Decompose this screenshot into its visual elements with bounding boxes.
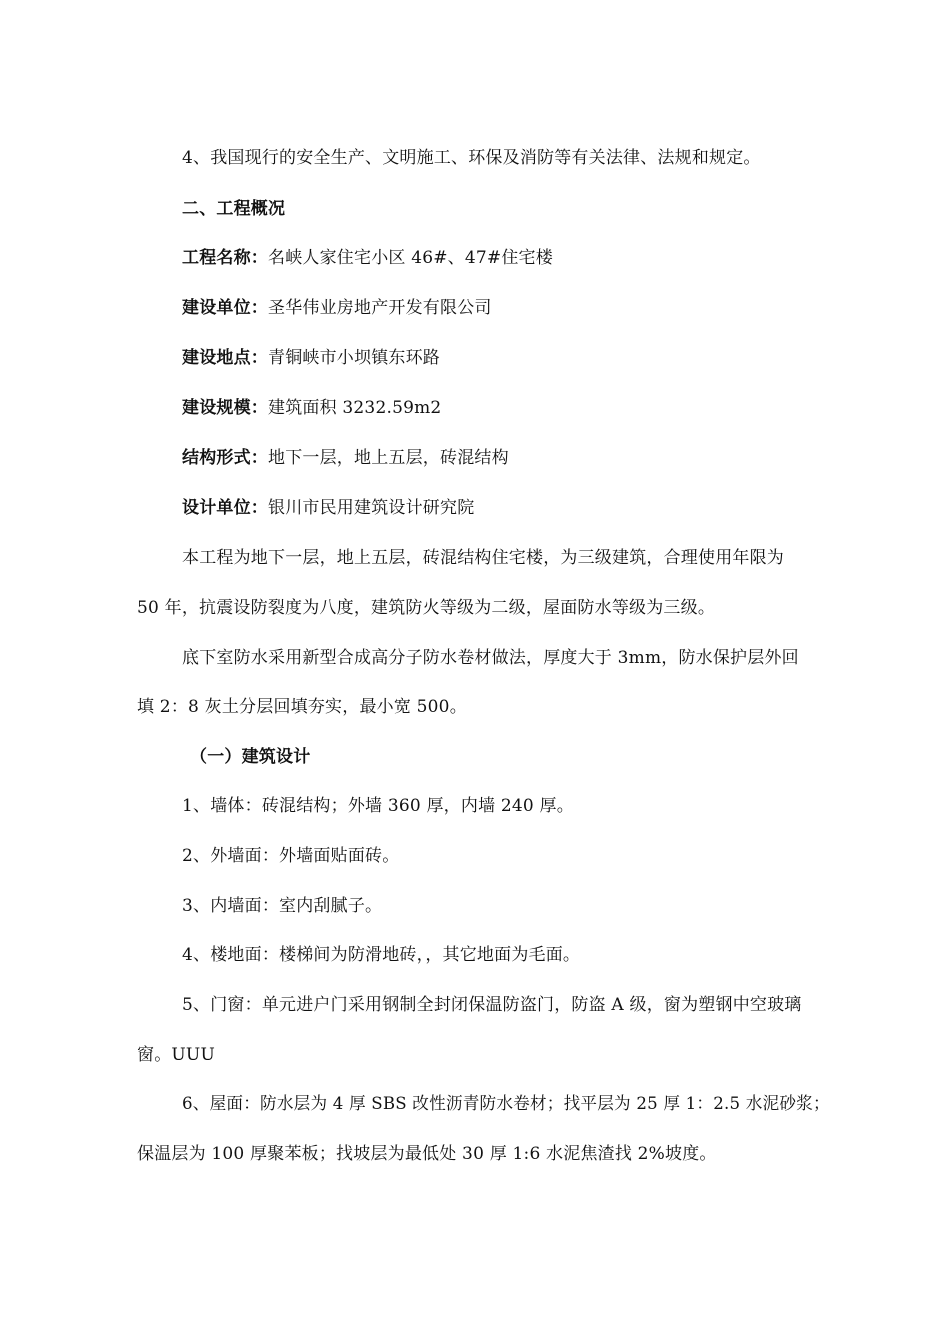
- field-value: 圣华伟业房地产开发有限公司: [268, 298, 492, 318]
- item-6-line2: 保温层为 100 厚聚苯板；找坡层为最低处 30 厚 1:6 水泥焦渣找 2%坡度。: [137, 1144, 717, 1164]
- field-structure: [182, 446, 509, 470]
- subsection-title: （一）建筑设计: [190, 747, 311, 767]
- list-item: 3、内墙面：室内刮腻子。: [182, 896, 383, 916]
- field-value: 青铜峡市小坝镇东环路: [268, 348, 440, 368]
- field-developer: [182, 296, 492, 320]
- item-6-line1: 6、屋面：防水层为 4 厚 SBS 改性沥青防水卷材；找平层为 25 厚 1：2.5 水泥砂浆；: [182, 1094, 830, 1114]
- field-scale: [182, 396, 441, 420]
- regulation-item-4: 4、我国现行的安全生产、文明施工、环保及消防等有关法律、法规和规定。: [182, 148, 761, 168]
- field-value: 名峡人家住宅小区 46#、47#住宅楼: [268, 248, 553, 268]
- field-project-name: [182, 246, 553, 270]
- item-5-line2: 窗。UUU: [137, 1045, 215, 1065]
- paragraph-basement-line1: 底下室防水采用新型合成高分子防水卷材做法，厚度大于 3mm，防水保护层外回: [182, 648, 799, 668]
- field-value: 建筑面积 3232.59m2: [268, 398, 442, 418]
- field-label: 结构形式：: [182, 448, 268, 468]
- field-value: 银川市民用建筑设计研究院: [268, 498, 475, 518]
- field-label: 工程名称：: [182, 248, 268, 268]
- list-item: 4、楼地面：楼梯间为防滑地砖，，其它地面为毛面。: [182, 945, 581, 965]
- field-label: 建设地点：: [182, 348, 268, 368]
- item-5-line1: 5、门窗：单元进户门采用钢制全封闭保温防盗门，防盗 A 级，窗为塑钢中空玻璃: [182, 995, 802, 1015]
- list-item: 2、外墙面：外墙面贴面砖。: [182, 846, 400, 866]
- field-location: [182, 346, 440, 370]
- field-design-unit: [182, 496, 474, 520]
- paragraph-basement-line2: 填 2：8 灰土分层回填夯实，最小宽 500。: [137, 697, 467, 717]
- paragraph-overview-line2: 50 年，抗震设防裂度为八度，建筑防火等级为二级，屋面防水等级为三级。: [137, 598, 716, 618]
- field-value: 地下一层，地上五层，砖混结构: [268, 448, 509, 468]
- list-item: 1、墙体：砖混结构；外墙 360 厚，内墙 240 厚。: [182, 796, 574, 816]
- field-label: 建设规模：: [182, 398, 268, 418]
- field-label: 设计单位：: [182, 498, 268, 518]
- section-title: 二、工程概况: [182, 199, 286, 219]
- field-label: 建设单位：: [182, 298, 268, 318]
- paragraph-overview-line1: 本工程为地下一层，地上五层，砖混结构住宅楼，为三级建筑，合理使用年限为: [182, 548, 784, 568]
